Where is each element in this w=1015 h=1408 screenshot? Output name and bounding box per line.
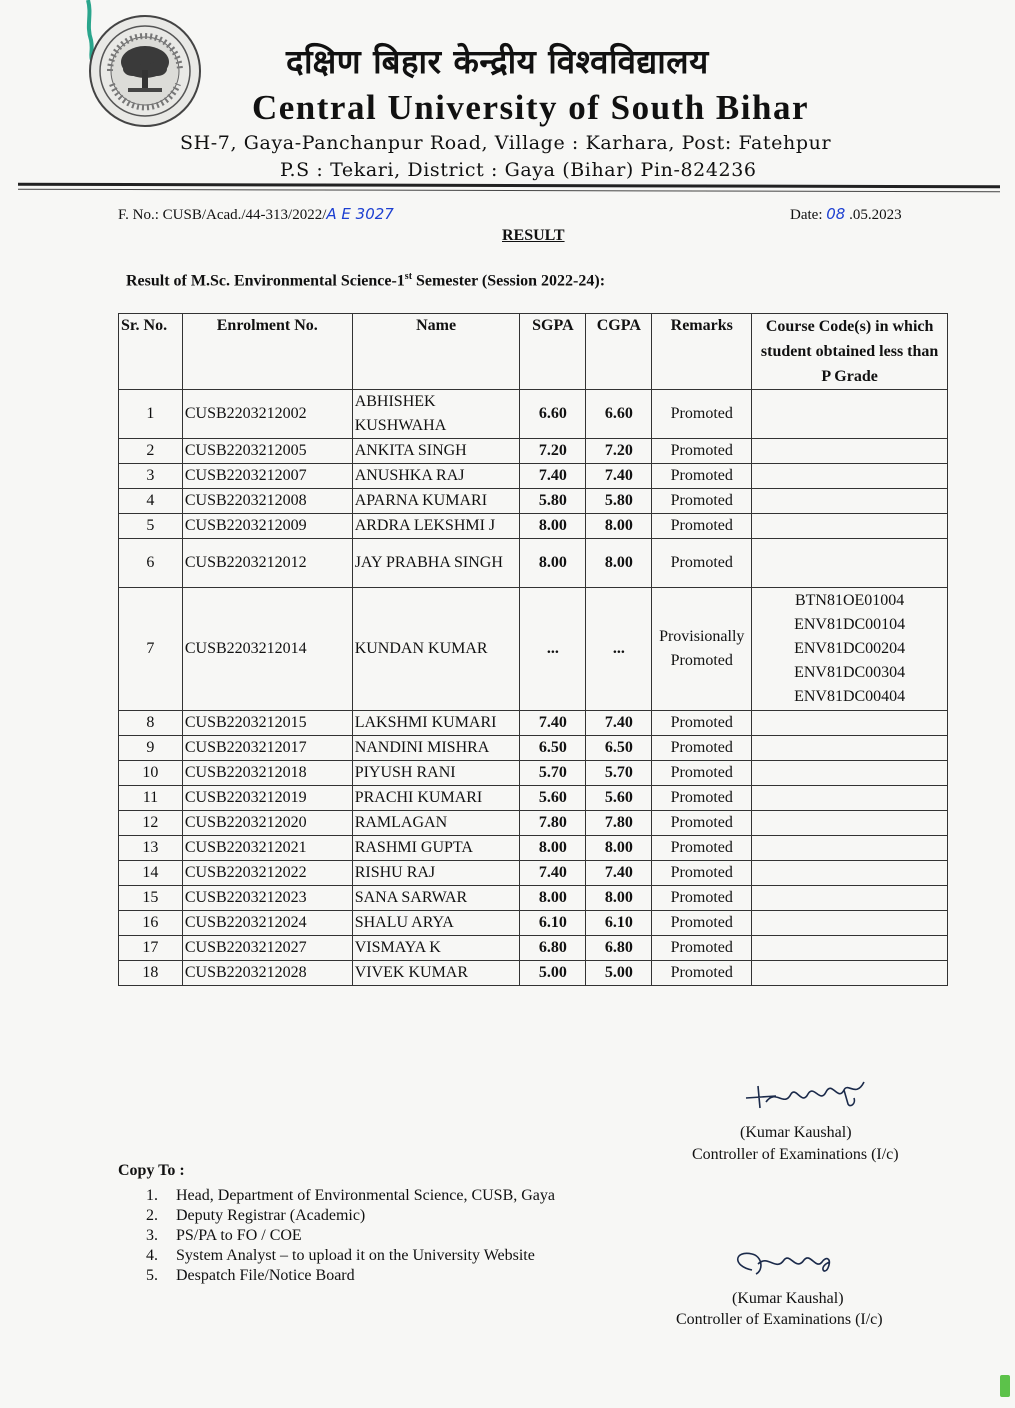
sr-cell: 12: [119, 811, 183, 836]
course-codes-cell: [752, 811, 948, 836]
course-codes-cell: [752, 489, 948, 514]
university-seal-icon: [88, 14, 202, 128]
course-codes-cell: [752, 961, 948, 986]
name-cell: ARDRA LEKSHMI J: [352, 514, 520, 539]
cgpa-cell: 8.00: [586, 836, 652, 861]
name-cell: ABHISHEK KUSHWAHA: [352, 390, 520, 439]
sgpa-cell: 6.60: [520, 390, 586, 439]
course-codes-cell: [752, 539, 948, 588]
sgpa-cell: 7.80: [520, 811, 586, 836]
header-enrolment-no: Enrolment No.: [182, 314, 352, 390]
copy-to-list: [146, 1186, 555, 1286]
table-row: [119, 711, 948, 736]
signatory-name: (Kumar Kaushal): [732, 1290, 844, 1307]
course-codes-cell: [752, 836, 948, 861]
course-codes-cell: [752, 886, 948, 911]
cgpa-cell: 6.10: [586, 911, 652, 936]
name-cell: RASHMI GUPTA: [352, 836, 520, 861]
table-row: [119, 886, 948, 911]
list-item: [146, 1226, 555, 1246]
list-item-text: Despatch File/Notice Board: [176, 1267, 355, 1284]
signatory-title: Controller of Examinations (I/c): [676, 1311, 883, 1328]
sgpa-cell: 7.20: [520, 439, 586, 464]
sr-cell: 16: [119, 911, 183, 936]
copy-to-heading: Copy To :: [118, 1162, 185, 1179]
result-table: [118, 313, 948, 986]
remarks-cell: Promoted: [652, 886, 752, 911]
header-course-codes: Course Code(s) in which student obtained less than P Grade: [752, 314, 948, 390]
header-sgpa: SGPA: [520, 314, 586, 390]
name-cell: RAMLAGAN: [352, 811, 520, 836]
list-item-text: System Analyst – to upload it on the University Website: [176, 1247, 535, 1264]
date-printed: .05.2023: [845, 207, 902, 223]
list-item: [146, 1206, 555, 1226]
cgpa-cell: 5.70: [586, 761, 652, 786]
file-number-printed: F. No.: CUSB/Acad./44-313/2022/: [118, 207, 327, 223]
sgpa-cell: 8.00: [520, 886, 586, 911]
name-cell: ANUSHKA RAJ: [352, 464, 520, 489]
list-item-text: PS/PA to FO / COE: [176, 1227, 302, 1244]
enrolment-cell: CUSB2203212019: [182, 786, 352, 811]
table-row: [119, 836, 948, 861]
remarks-cell: Promoted: [652, 439, 752, 464]
remarks-cell: Provisionally Promoted: [652, 588, 752, 711]
sr-cell: 10: [119, 761, 183, 786]
cgpa-cell: 6.50: [586, 736, 652, 761]
signature-icon: [722, 1236, 862, 1286]
file-number: [118, 205, 394, 224]
name-cell: PRACHI KUMARI: [352, 786, 520, 811]
sgpa-cell: ...: [520, 588, 586, 711]
cgpa-cell: 6.80: [586, 936, 652, 961]
sgpa-cell: 6.10: [520, 911, 586, 936]
result-of-sup: st: [404, 271, 413, 282]
course-codes-cell: [752, 936, 948, 961]
list-item-number: 5.: [146, 1267, 158, 1284]
table-row: [119, 736, 948, 761]
cgpa-cell: 8.00: [586, 886, 652, 911]
name-cell: SHALU ARYA: [352, 911, 520, 936]
enrolment-cell: CUSB2203212008: [182, 489, 352, 514]
list-item: [146, 1266, 555, 1286]
remarks-cell: Promoted: [652, 861, 752, 886]
enrolment-cell: CUSB2203212015: [182, 711, 352, 736]
sr-cell: 3: [119, 464, 183, 489]
enrolment-cell: CUSB2203212009: [182, 514, 352, 539]
sr-cell: 2: [119, 439, 183, 464]
course-codes-cell: [752, 861, 948, 886]
table-row: [119, 514, 948, 539]
course-codes-cell: [752, 736, 948, 761]
sgpa-cell: 8.00: [520, 836, 586, 861]
course-codes-cell: [752, 761, 948, 786]
name-cell: KUNDAN KUMAR: [352, 588, 520, 711]
list-item-number: 4.: [146, 1247, 158, 1264]
sr-cell: 4: [119, 489, 183, 514]
remarks-cell: Promoted: [652, 761, 752, 786]
header-name: Name: [352, 314, 520, 390]
table-row: [119, 961, 948, 986]
sgpa-cell: 8.00: [520, 539, 586, 588]
course-codes-cell: [752, 514, 948, 539]
course-codes-cell: [752, 439, 948, 464]
list-item: [146, 1186, 555, 1206]
signatory-title: Controller of Examinations (I/c): [692, 1146, 899, 1163]
remarks-cell: Promoted: [652, 539, 752, 588]
enrolment-cell: CUSB2203212022: [182, 861, 352, 886]
table-row: [119, 811, 948, 836]
enrolment-cell: CUSB2203212014: [182, 588, 352, 711]
sr-cell: 17: [119, 936, 183, 961]
remarks-cell: Promoted: [652, 961, 752, 986]
name-cell: RISHU RAJ: [352, 861, 520, 886]
course-codes-cell: [752, 464, 948, 489]
sgpa-cell: 5.00: [520, 961, 586, 986]
header-rule-thin: [18, 189, 1000, 193]
table-row: [119, 861, 948, 886]
result-of-suffix: Semester (Session 2022-24):: [412, 272, 606, 290]
name-cell: VIVEK KUMAR: [352, 961, 520, 986]
name-cell: NANDINI MISHRA: [352, 736, 520, 761]
name-cell: PIYUSH RANI: [352, 761, 520, 786]
university-name-hindi: दक्षिण बिहार केन्द्रीय विश्वविद्यालय: [286, 42, 709, 81]
enrolment-cell: CUSB2203212007: [182, 464, 352, 489]
sr-cell: 9: [119, 736, 183, 761]
name-cell: ANKITA SINGH: [352, 439, 520, 464]
remarks-cell: Promoted: [652, 936, 752, 961]
remarks-cell: Promoted: [652, 489, 752, 514]
result-heading: RESULT: [502, 227, 565, 244]
table-row: [119, 911, 948, 936]
result-of-prefix: Result of M.Sc. Environmental Science-1: [126, 272, 405, 290]
name-cell: LAKSHMI KUMARI: [352, 711, 520, 736]
enrolment-cell: CUSB2203212002: [182, 390, 352, 439]
header-sr-no: Sr. No.: [119, 314, 183, 390]
sgpa-cell: 7.40: [520, 711, 586, 736]
cgpa-cell: 6.60: [586, 390, 652, 439]
name-cell: JAY PRABHA SINGH: [352, 539, 520, 588]
course-codes-cell: [752, 786, 948, 811]
sr-cell: 13: [119, 836, 183, 861]
sgpa-cell: 6.80: [520, 936, 586, 961]
enrolment-cell: CUSB2203212024: [182, 911, 352, 936]
table-row: [119, 464, 948, 489]
remarks-cell: Promoted: [652, 911, 752, 936]
address-line-2: P.S : Tekari, District : Gaya (Bihar) Pin-824236: [280, 159, 757, 181]
name-cell: SANA SARWAR: [352, 886, 520, 911]
list-item-text: Deputy Registrar (Academic): [176, 1207, 366, 1224]
sgpa-cell: 5.70: [520, 761, 586, 786]
sr-cell: 6: [119, 539, 183, 588]
date-label: Date:: [790, 207, 827, 223]
cgpa-cell: 5.80: [586, 489, 652, 514]
course-codes-cell: [752, 711, 948, 736]
table-row: [119, 786, 948, 811]
enrolment-cell: CUSB2203212027: [182, 936, 352, 961]
address-line-1: SH-7, Gaya-Panchanpur Road, Village : Karhara, Post: Fatehpur: [180, 132, 832, 154]
highlighter-mark: [1000, 1375, 1010, 1397]
enrolment-cell: CUSB2203212028: [182, 961, 352, 986]
cgpa-cell: 7.20: [586, 439, 652, 464]
remarks-cell: Promoted: [652, 836, 752, 861]
result-of-line: [126, 271, 605, 290]
header-remarks: Remarks: [652, 314, 752, 390]
cgpa-cell: 7.80: [586, 811, 652, 836]
sr-cell: 5: [119, 514, 183, 539]
remarks-cell: Promoted: [652, 464, 752, 489]
cgpa-cell: 7.40: [586, 464, 652, 489]
table-header-row: [119, 314, 948, 390]
file-number-handwritten: A E 3027: [326, 205, 394, 223]
enrolment-cell: CUSB2203212005: [182, 439, 352, 464]
name-cell: APARNA KUMARI: [352, 489, 520, 514]
cgpa-cell: 5.00: [586, 961, 652, 986]
remarks-cell: Promoted: [652, 811, 752, 836]
signatory-name: (Kumar Kaushal): [740, 1124, 852, 1141]
sgpa-cell: 8.00: [520, 514, 586, 539]
signature-icon: [736, 1068, 886, 1118]
cgpa-cell: 8.00: [586, 539, 652, 588]
enrolment-cell: CUSB2203212018: [182, 761, 352, 786]
remarks-cell: Promoted: [652, 514, 752, 539]
cgpa-cell: ...: [586, 588, 652, 711]
sgpa-cell: 7.40: [520, 464, 586, 489]
list-item-number: 3.: [146, 1227, 158, 1244]
university-name-english: Central University of South Bihar: [252, 88, 809, 127]
remarks-cell: Promoted: [652, 711, 752, 736]
header-rule: [18, 183, 1000, 189]
name-cell: VISMAYA K: [352, 936, 520, 961]
sgpa-cell: 6.50: [520, 736, 586, 761]
table-row: [119, 489, 948, 514]
list-item-text: Head, Department of Environmental Science, CUSB, Gaya: [176, 1187, 555, 1204]
course-codes-cell: [752, 390, 948, 439]
remarks-cell: Promoted: [652, 786, 752, 811]
table-row: [119, 390, 948, 439]
header-cgpa: CGPA: [586, 314, 652, 390]
table-row: [119, 588, 948, 711]
table-row: [119, 936, 948, 961]
date-handwritten: 08: [826, 205, 846, 223]
sgpa-cell: 5.80: [520, 489, 586, 514]
cgpa-cell: 7.40: [586, 711, 652, 736]
cgpa-cell: 7.40: [586, 861, 652, 886]
enrolment-cell: CUSB2203212023: [182, 886, 352, 911]
enrolment-cell: CUSB2203212020: [182, 811, 352, 836]
enrolment-cell: CUSB2203212017: [182, 736, 352, 761]
list-item-number: 1.: [146, 1187, 158, 1204]
table-row: [119, 539, 948, 588]
sgpa-cell: 7.40: [520, 861, 586, 886]
cgpa-cell: 5.60: [586, 786, 652, 811]
sr-cell: 8: [119, 711, 183, 736]
table-row: [119, 761, 948, 786]
sr-cell: 15: [119, 886, 183, 911]
list-item-number: 2.: [146, 1207, 158, 1224]
remarks-cell: Promoted: [652, 736, 752, 761]
sgpa-cell: 5.60: [520, 786, 586, 811]
date: [790, 205, 902, 224]
remarks-cell: Promoted: [652, 390, 752, 439]
cgpa-cell: 8.00: [586, 514, 652, 539]
sr-cell: 14: [119, 861, 183, 886]
sr-cell: 11: [119, 786, 183, 811]
sr-cell: 1: [119, 390, 183, 439]
list-item: [146, 1246, 555, 1266]
sr-cell: 7: [119, 588, 183, 711]
course-codes-cell: [752, 911, 948, 936]
enrolment-cell: CUSB2203212021: [182, 836, 352, 861]
course-codes-cell: BTN81OE01004 ENV81DC00104 ENV81DC00204 ENV81DC00304 ENV81DC00404: [752, 588, 948, 711]
enrolment-cell: CUSB2203212012: [182, 539, 352, 588]
table-row: [119, 439, 948, 464]
sr-cell: 18: [119, 961, 183, 986]
